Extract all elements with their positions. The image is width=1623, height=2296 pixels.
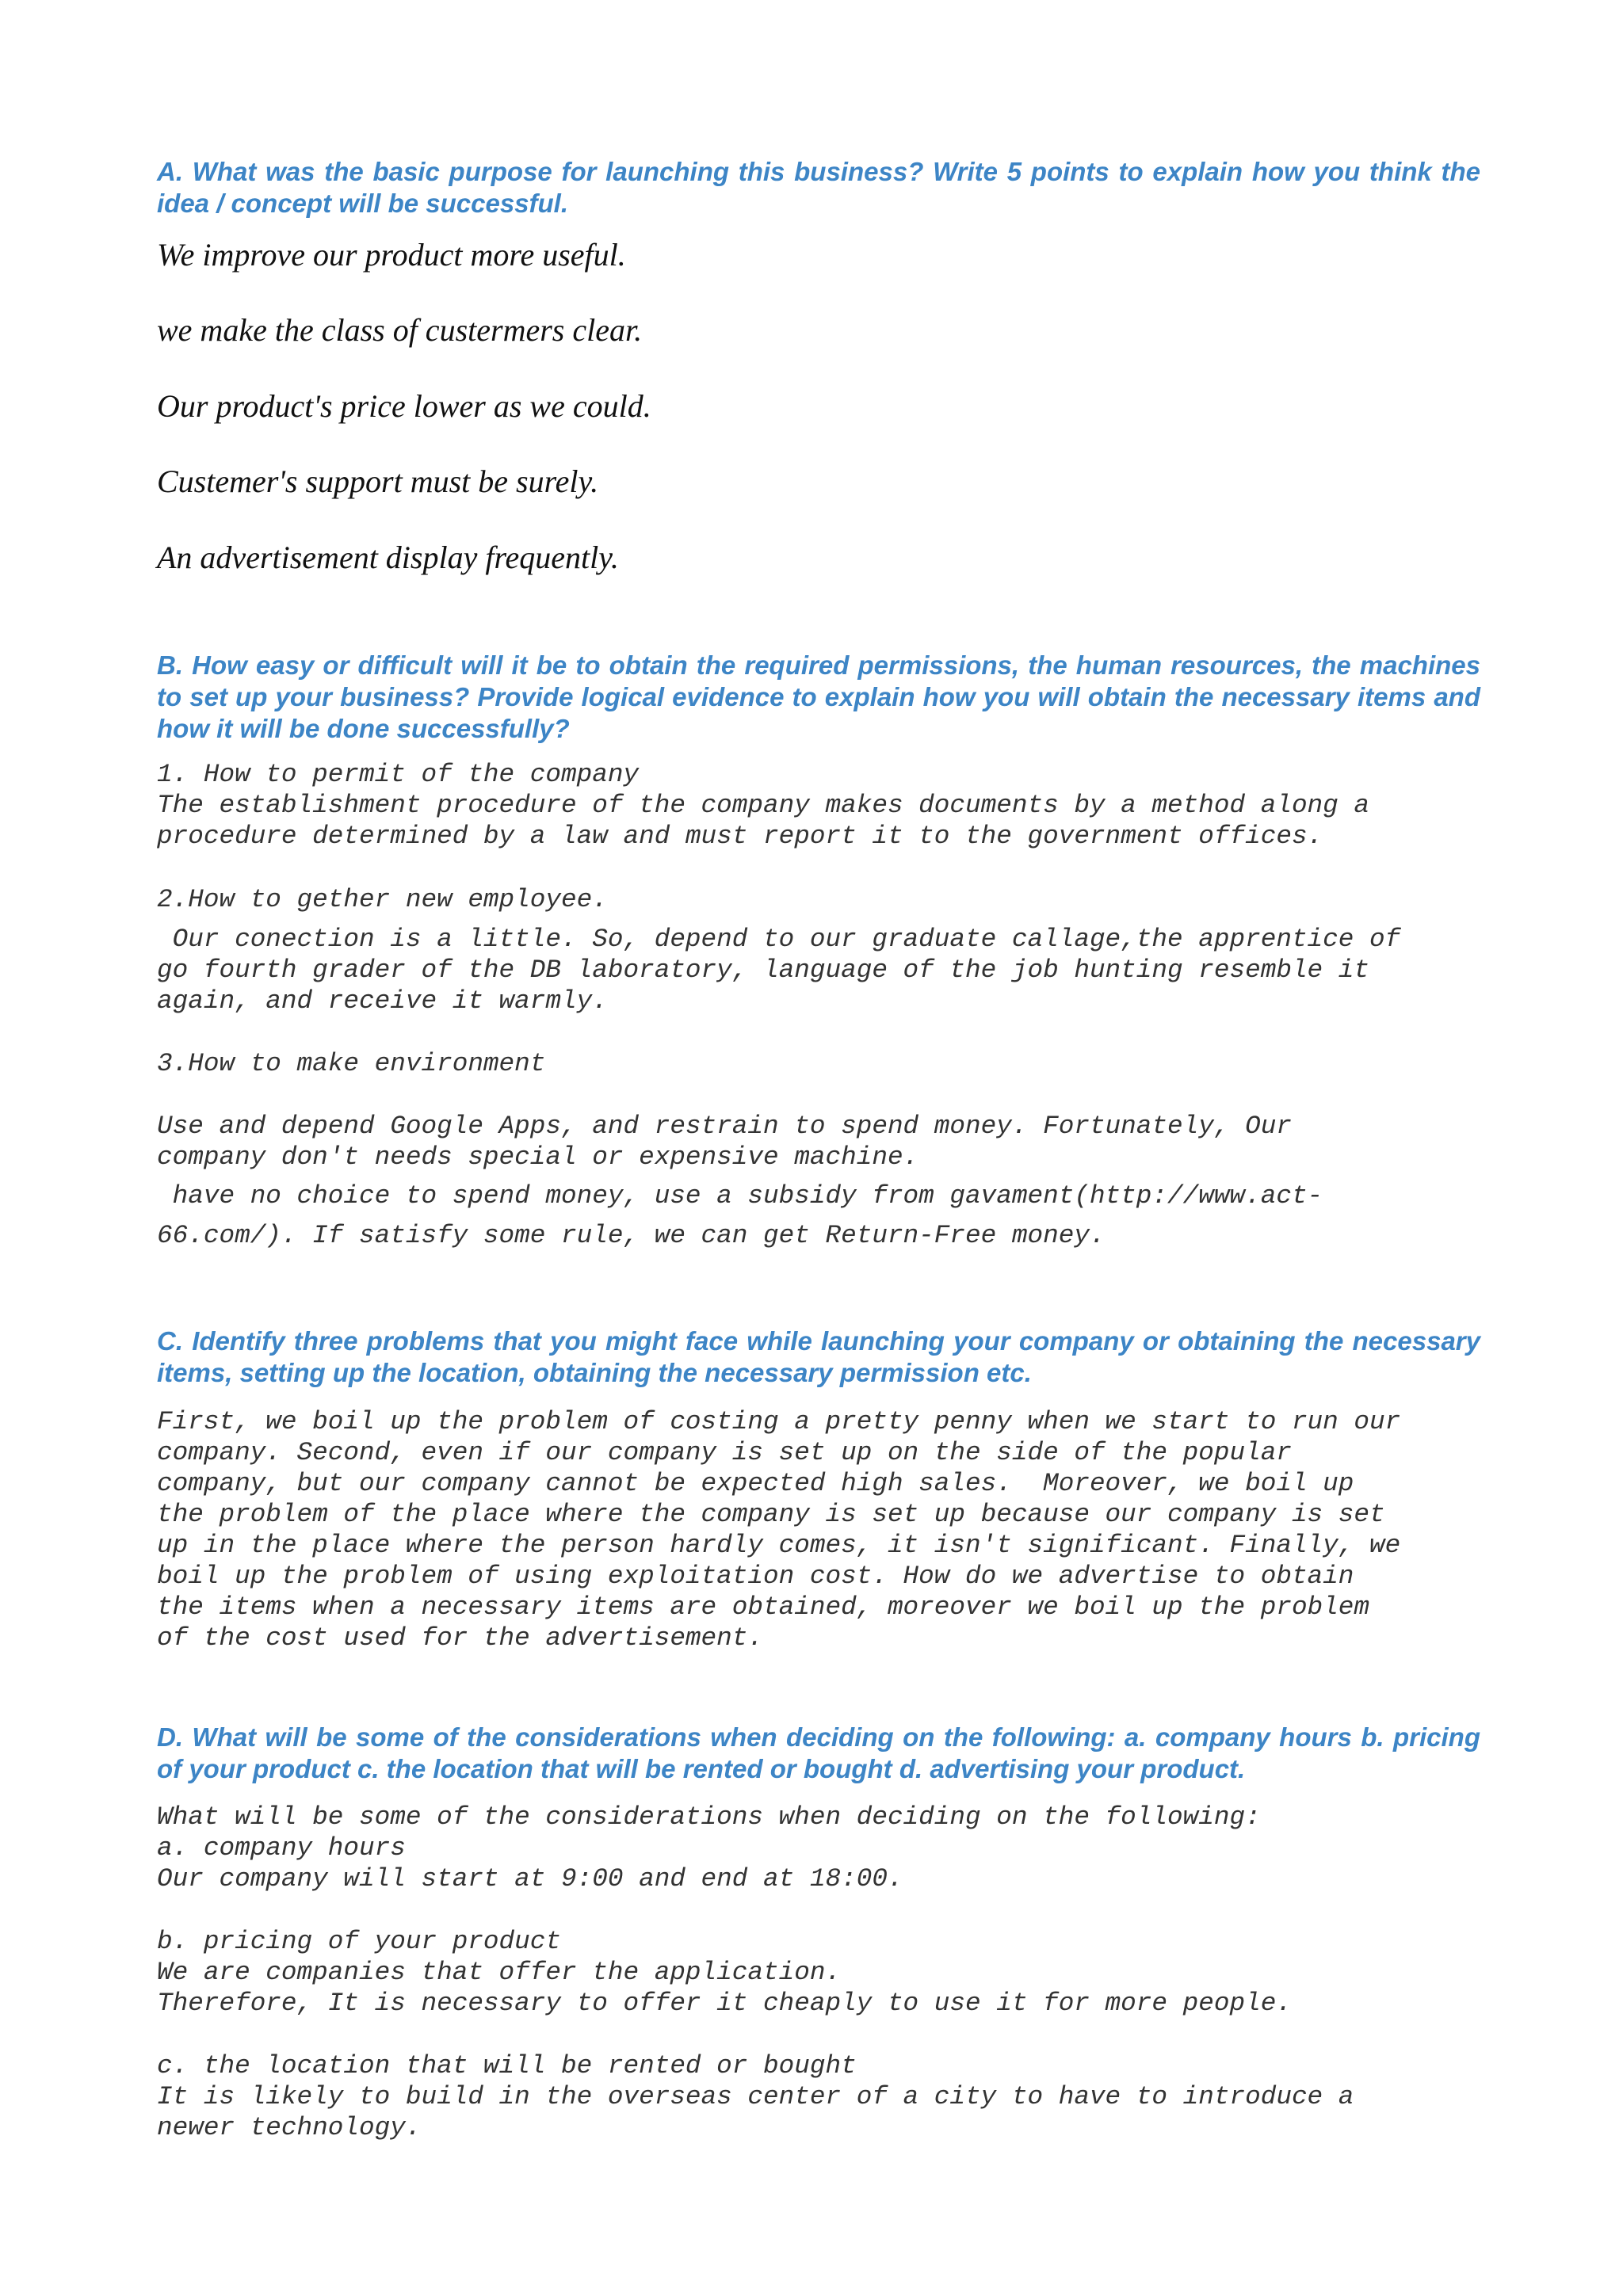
answer-a-point-3: Our product's price lower as we could. <box>157 388 651 424</box>
answer-b-employee-body: Our conection is a little. So, depend to our graduate callage,the apprentice of go fourth grader of the DB laboratory, language of the job hunting resemble it again, and receive it warmly. <box>157 925 1401 1016</box>
question-b: B. How easy or difficult will it be to obtain the required permissions, the human resources, the machines to set up your business? Provide logical evidence to explain how you will obtain the necessary items and how it will be done successfully? <box>157 650 1480 743</box>
answer-a-point-2: we make the class of custermers clear. <box>157 312 643 348</box>
answer-b-environment-heading: 3.How to make environment <box>157 1049 546 1078</box>
answer-b-permit: 1. How to permit of the company The establishment procedure of the company makes documents by a method along a procedure determined by a law and must report it to the government offices. <box>157 760 1370 851</box>
answer-b-environment-body: Use and depend Google Apps, and restrain to spend money. Fortunately, Our company don't needs special or expensive machine. <box>157 1112 1292 1172</box>
answer-a-point-5: An advertisement display frequently. <box>157 540 619 575</box>
answer-d-pricing: b. pricing of your product We are companies that offer the application. Therefore, It is necessary to offer it cheaply to use it for more people. <box>157 1927 1292 2018</box>
answer-b-employee-heading: 2.How to gether new employee. <box>157 885 608 914</box>
question-c: C. Identify three problems that you might face while launching your company or obtaining the necessary items, setting up the location, obtaining the necessary permission etc. <box>157 1326 1480 1387</box>
answer-d-location: c. the location that will be rented or bought It is likely to build in the overseas center of a city to have to introduce a newer technology. <box>157 2051 1354 2142</box>
answer-a-point-4: Custemer's support must be surely. <box>157 463 599 499</box>
question-d: D. What will be some of the considerations when deciding on the following: a. company hours b. pricing of your product c. the location that will be rented or bought d. advertising your product. <box>157 1722 1480 1783</box>
answer-a-point-1: We improve our product more useful. <box>157 237 626 273</box>
answer-c: First, we boil up the problem of costing a pretty penny when we start to run our company. Second, even if our company is set up on the side of the popular company, but our company cannot be expected high sales. Moreover, we boil up the problem of the place where the company is set up because our company is set up in the place where the person hardly comes, it isn't significant. Finally, we boil up the problem of using exploitation cost. How do we advertise to obtain the items when a necessary items are obtained, moreover we boil up the problem of the cost used for the advertisement. <box>157 1407 1401 1653</box>
answer-d-company-hours: What will be some of the considerations when deciding on the following: a. company hours Our company will start at 9:00 and end at 18:00. <box>157 1802 1261 1894</box>
answer-b-subsidy: have no choice to spend money, use a subsidy from gavament(http://www.act- 66.com/). If satisfy some rule, we can get Return-Free money. <box>157 1181 1323 1250</box>
question-a: A. What was the basic purpose for launching this business? Write 5 points to explain how you think the idea / concept will be successful. <box>157 157 1480 218</box>
